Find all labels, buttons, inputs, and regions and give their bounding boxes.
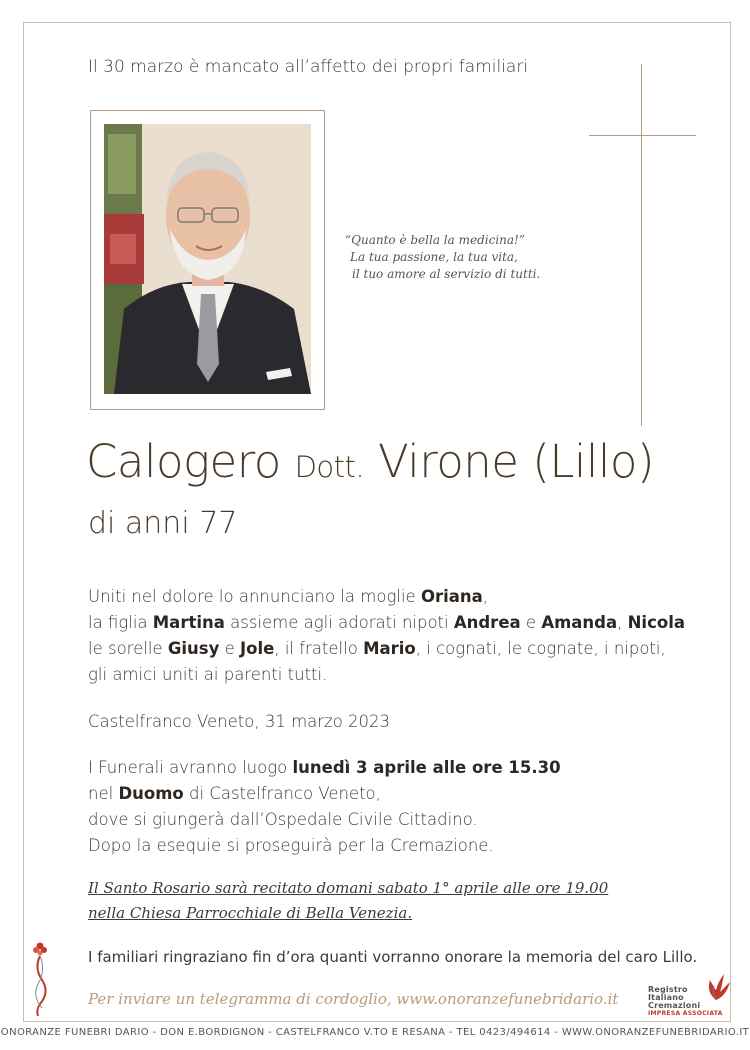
rosary-line-2: nella Chiesa Parrocchiale di Bella Venezia. xyxy=(88,904,413,922)
funeral-location: Duomo xyxy=(118,784,184,803)
registry-line-4: IMPRESA ASSOCIATA xyxy=(648,1010,723,1017)
sister-name: Jole xyxy=(240,639,275,658)
thanks-text: I familiari ringraziano fin d’ora quanti vorranno onorare la memoria del caro Lillo. xyxy=(88,948,698,966)
text-segment: I Funerali avranno luogo xyxy=(88,758,293,777)
funeral-line-4: Dopo la esequie si proseguirà per la Cremazione. xyxy=(88,836,494,855)
sister-name: Giusy xyxy=(167,639,220,658)
text-segment: , i cognati, le cognate, i nipoti, xyxy=(415,639,666,658)
wife-name: Oriana xyxy=(420,587,483,606)
quote-line-3: il tuo amore al servizio di tutti. xyxy=(352,267,541,281)
deceased-name xyxy=(86,435,654,488)
text-segment: , il fratello xyxy=(274,639,364,658)
registry-line-1: Registro xyxy=(648,985,688,994)
place-date: Castelfranco Veneto, 31 marzo 2023 xyxy=(88,712,391,731)
text-segment: , xyxy=(617,613,628,632)
cross-horizontal xyxy=(589,135,696,136)
funeral-paragraph xyxy=(88,755,561,859)
announcement-line-2 xyxy=(88,610,685,636)
text-segment: la figlia xyxy=(88,613,153,632)
rosary-notice xyxy=(88,876,608,926)
text-segment: di Castelfranco Veneto, xyxy=(183,784,381,803)
first-name: Calogero xyxy=(86,435,281,488)
text-segment: e xyxy=(520,613,542,632)
funeral-datetime: lunedì 3 aprile alle ore 15.30 xyxy=(292,758,561,777)
announcement-paragraph xyxy=(88,584,685,688)
portrait-photo xyxy=(104,124,311,394)
brother-name: Mario xyxy=(363,639,416,658)
quote-line-2: La tua passione, la tua vita, xyxy=(350,250,518,264)
cross-vertical xyxy=(641,64,642,426)
cremation-registry-logo xyxy=(648,972,736,1022)
funeral-line-1 xyxy=(88,755,561,781)
registry-line-3: Cremazioni xyxy=(648,1001,701,1010)
funeral-line-2 xyxy=(88,781,561,807)
footer-contact: ONORANZE FUNEBRI DARIO - DON E.BORDIGNON - CASTELFRANCO V.TO E RESANA - TEL 0423/494614 - WWW.ONORANZEFUNEBRIDARIO.IT xyxy=(0,1027,750,1038)
text-segment: assieme agli adorati nipoti xyxy=(224,613,454,632)
grandchild-name: Nicola xyxy=(627,613,685,632)
rosary-line-1: Il Santo Rosario sarà recitato domani sabato 1° aprile alle ore 19.00 xyxy=(88,879,609,897)
memorial-quote xyxy=(345,232,540,283)
text-segment: , xyxy=(482,587,489,606)
funeral-line-3: dove si giungerà dall’Ospedale Civile Cittadino. xyxy=(88,810,478,829)
announcement-line-3 xyxy=(88,636,685,662)
text-segment: nel xyxy=(88,784,119,803)
announcement-line-1 xyxy=(88,584,685,610)
quote-line-1: “Quanto è bella la medicina!” xyxy=(345,233,525,247)
telegram-link[interactable]: Per inviare un telegramma di cordoglio, www.onoranzefunebridario.it xyxy=(88,990,619,1008)
text-segment: e xyxy=(219,639,240,658)
announcement-line-4: gli amici uniti ai parenti tutti. xyxy=(88,665,328,684)
text-segment: le sorelle xyxy=(88,639,168,658)
grandchild-name: Amanda xyxy=(541,613,618,632)
deceased-age: di anni 77 xyxy=(88,506,238,541)
last-name: Virone (Lillo) xyxy=(377,435,655,488)
daughter-name: Martina xyxy=(152,613,225,632)
intro-text: Il 30 marzo è mancato all’affetto dei propri familiari xyxy=(88,57,529,77)
grandchild-name: Andrea xyxy=(453,613,521,632)
honorific-title: Dott. xyxy=(294,450,365,484)
text-segment: Uniti nel dolore lo annunciano la moglie xyxy=(88,587,421,606)
flower-logo-icon xyxy=(30,938,54,1018)
registry-line-2: Italiano xyxy=(648,993,684,1002)
